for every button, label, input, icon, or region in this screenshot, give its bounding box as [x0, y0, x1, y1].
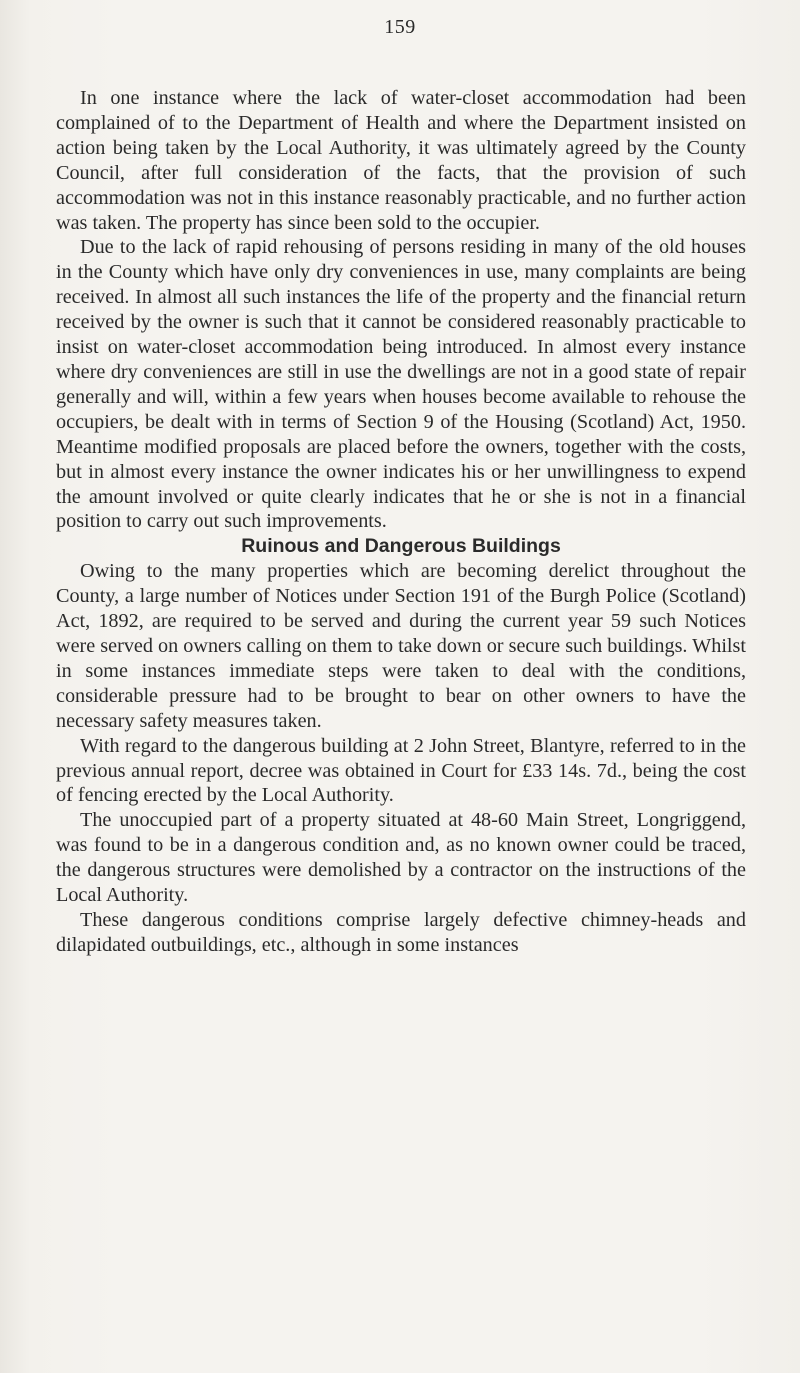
- paragraph-water-closet-instance: In one instance where the lack of water-closet accommodation had been complained of to the Department of Health and where the Department insisted on action being taken by the Local Authority, it was ultimately agreed by the County Council, after full consideration of the facts, that the provision of such accommodation was not in this instance reasonably practicable, and no further action was taken. The property has since been sold to the occupier.: [56, 87, 746, 234]
- paragraph-dangerous-conditions: These dangerous conditions comprise largely defective chimney-heads and dilapidated outbuildings, etc., although in some instances: [56, 909, 746, 956]
- section-heading: Ruinous and Dangerous Buildings: [241, 535, 561, 558]
- paragraph-john-street: With regard to the dangerous building at 2 John Street, Blantyre, referred to in the previous annual report, decree was obtained in Court for £33 14s. 7d., being the cost of fencing erected by the Local Authority.: [56, 734, 746, 807]
- body-text: [56, 86, 746, 958]
- page-number: 159: [384, 16, 416, 38]
- paragraph-derelict-notices: Owing to the many properties which are becoming derelict throughout the County, a large number of Notices under Section 191 of the Burgh Police (Scotland) Act, 1892, are required to be served and during the current year 59 such Notices were served on owners calling on them to take down or secure such buildings. Whilst in some instances immediate steps were taken to deal with the conditions, considerable pressure had to be brought to bear on other owners to have the necessary safety measures taken.: [56, 560, 746, 732]
- paragraph-main-street: The unoccupied part of a property situated at 48-60 Main Street, Longriggend, was found to be in a dangerous condition and, as no known owner could be traced, the dangerous structures were demolished by a contractor on the instructions of the Local Authority.: [56, 809, 746, 907]
- paragraph-dry-conveniences: Due to the lack of rapid rehousing of persons residing in many of the old houses in the County which have only dry conveniences in use, many complaints are being received. In almost all such instances the life of the property and the financial return received by the owner is such that it cannot be considered reasonably practicable to insist on water-closet accommodation being introduced. In almost every instance where dry conveniences are still in use the dwellings are not in a good state of repair generally and will, within a few years when houses become available to rehouse the occupiers, be dealt with in terms of Section 9 of the Housing (Scotland) Act, 1950. Meantime modified proposals are placed before the owners, together with the costs, but in almost every instance the owner indicates his or her unwillingness to expend the amount involved or quite clearly indicates that he or she is not in a financial position to carry out such improvements.: [56, 236, 746, 533]
